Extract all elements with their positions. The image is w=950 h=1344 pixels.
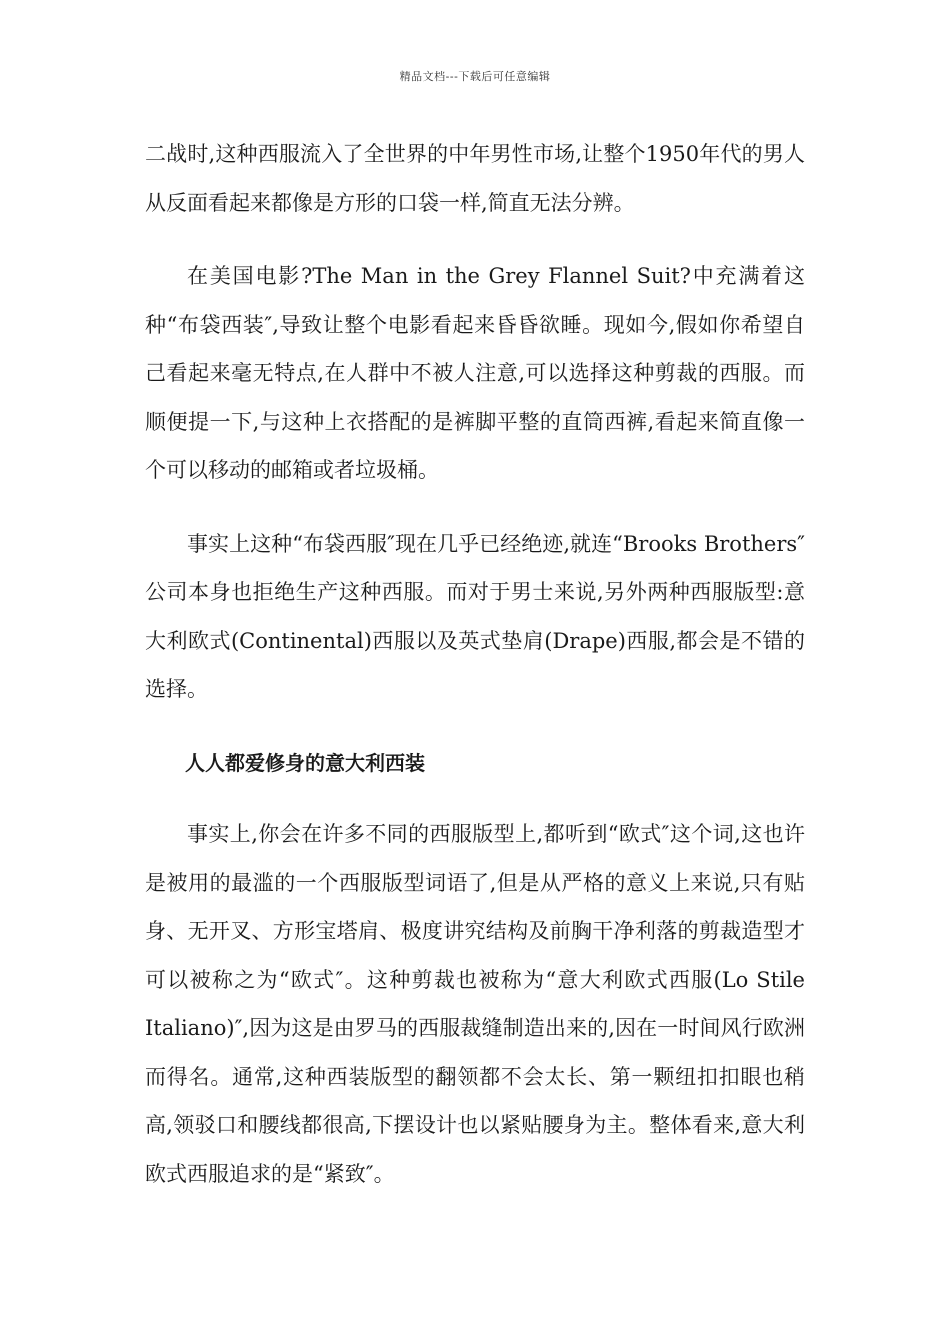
paragraph-4: 事实上,你会在许多不同的西服版型上,都听到“欧式″这个词,这也许是被用的最滥的一个西服版型词语了,但是从严格的意义上来说,只有贴身、无开叉、方形宝塔肩、极度讲究结构及前胸干净利落的剪裁造型才可以被称之为“欧式″。这种剪裁也被称为“意大利欧式西服(Lo Stile Italiano)″,因为这是由罗马的西服裁缝制造出来的,因在一时间风行欧洲而得名。通常,这种西装版型的翻领都不会太长、第一颗纽扣扣眼也稍高,领驳口和腰线都很高,下摆设计也以紧贴腰身为主。整体看来,意大利欧式西服追求的是“紧致″。 [145,822,805,1186]
paragraph-3: 事实上这种“布袋西服″现在几乎已经绝迹,就连“Brooks Brothers″公司本身也拒绝生产这种西服。而对于男士来说,另外两种西服版型:意大利欧式(Continental)西服以及英式垫肩(Drape)西服,都会是不错的选择。 [145,531,805,701]
document-body [145,130,805,1223]
paragraph-1: 二战时,这种西服流入了全世界的中年男性市场,让整个1950年代的男人从反面看起来都像是方形的口袋一样,简直无法分辨。 [145,142,805,215]
paragraph-2: 在美国电影?The Man in the Grey Flannel Suit?中充满着这种“布袋西装″,导致让整个电影看起来昏昏欲睡。现如今,假如你希望自己看起来毫无特点,在人群中不被人注意,可以选择这种剪裁的西服。而顺便提一下,与这种上衣搭配的是裤脚平整的直筒西裤,看起来简直像一个可以移动的邮箱或者垃圾桶。 [145,264,805,482]
page-header: 精品文档---下载后可任意编辑 [399,70,551,83]
section-heading: 人人都爱修身的意大利西装 [185,750,425,775]
